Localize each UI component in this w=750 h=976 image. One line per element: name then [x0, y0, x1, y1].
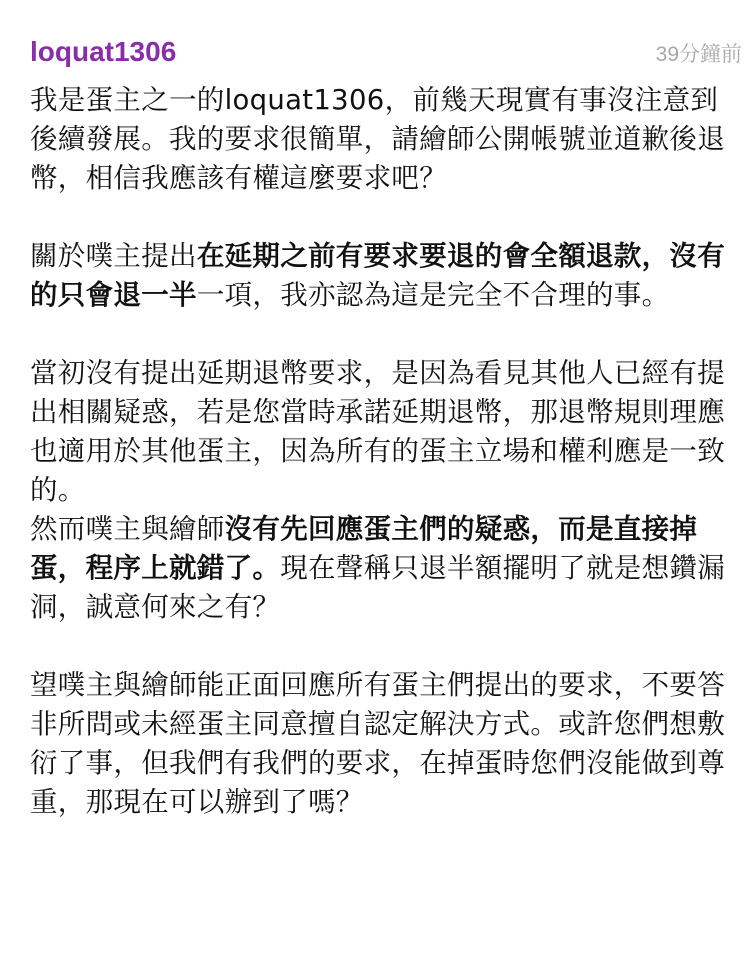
post-body [30, 81, 730, 861]
bold-text-segment: 沒有先回應蛋主們的疑惑，而是直接掉蛋，程序上就錯了。 [30, 513, 698, 584]
paragraph-3 [30, 354, 730, 510]
text-segment: 一項，我亦認為這是完全不合理的事。 [196, 279, 670, 311]
text-segment: 然而噗主與繪師 [30, 513, 225, 545]
text-segment: 我是蛋主之一的loquat1306，前幾天現實有事沒注意到後續發展。我的要求很簡單，請繪師公開帳號並道歉後退幣，相信我應該有權這麼要求吧？ [30, 84, 725, 194]
username-link[interactable]: loquat1306 [30, 36, 177, 67]
text-segment: 現在聲稱只退半額擺明了就是想鑽漏洞，誠意何來之有？ [30, 552, 726, 623]
paragraph-5 [30, 666, 730, 822]
paragraph-2 [30, 237, 730, 315]
text-segment: 關於噗主提出 [30, 240, 197, 272]
timestamp: 39分鐘前 [655, 43, 742, 66]
paragraph-1 [30, 81, 730, 198]
post-header [30, 30, 742, 74]
bold-text-segment: 在延期之前有要求要退的會全額退款，沒有的只會退一半 [30, 240, 726, 311]
text-segment: 望噗主與繪師能正面回應所有蛋主們提出的要求，不要答非所問或未經蛋主同意擅自認定解決方式。或許您們想敷衍了事，但我們有我們的要求，在掉蛋時您們沒能做到尊重，那現在可以辦到了嗎？ [30, 669, 725, 818]
paragraph-4 [30, 510, 730, 627]
text-segment: 當初沒有提出延期退幣要求，是因為看見其他人已經有提出相關疑惑，若是您當時承諾延期退幣，那退幣規則理應也適用於其他蛋主，因為所有的蛋主立場和權利應是一致的。 [30, 357, 725, 506]
